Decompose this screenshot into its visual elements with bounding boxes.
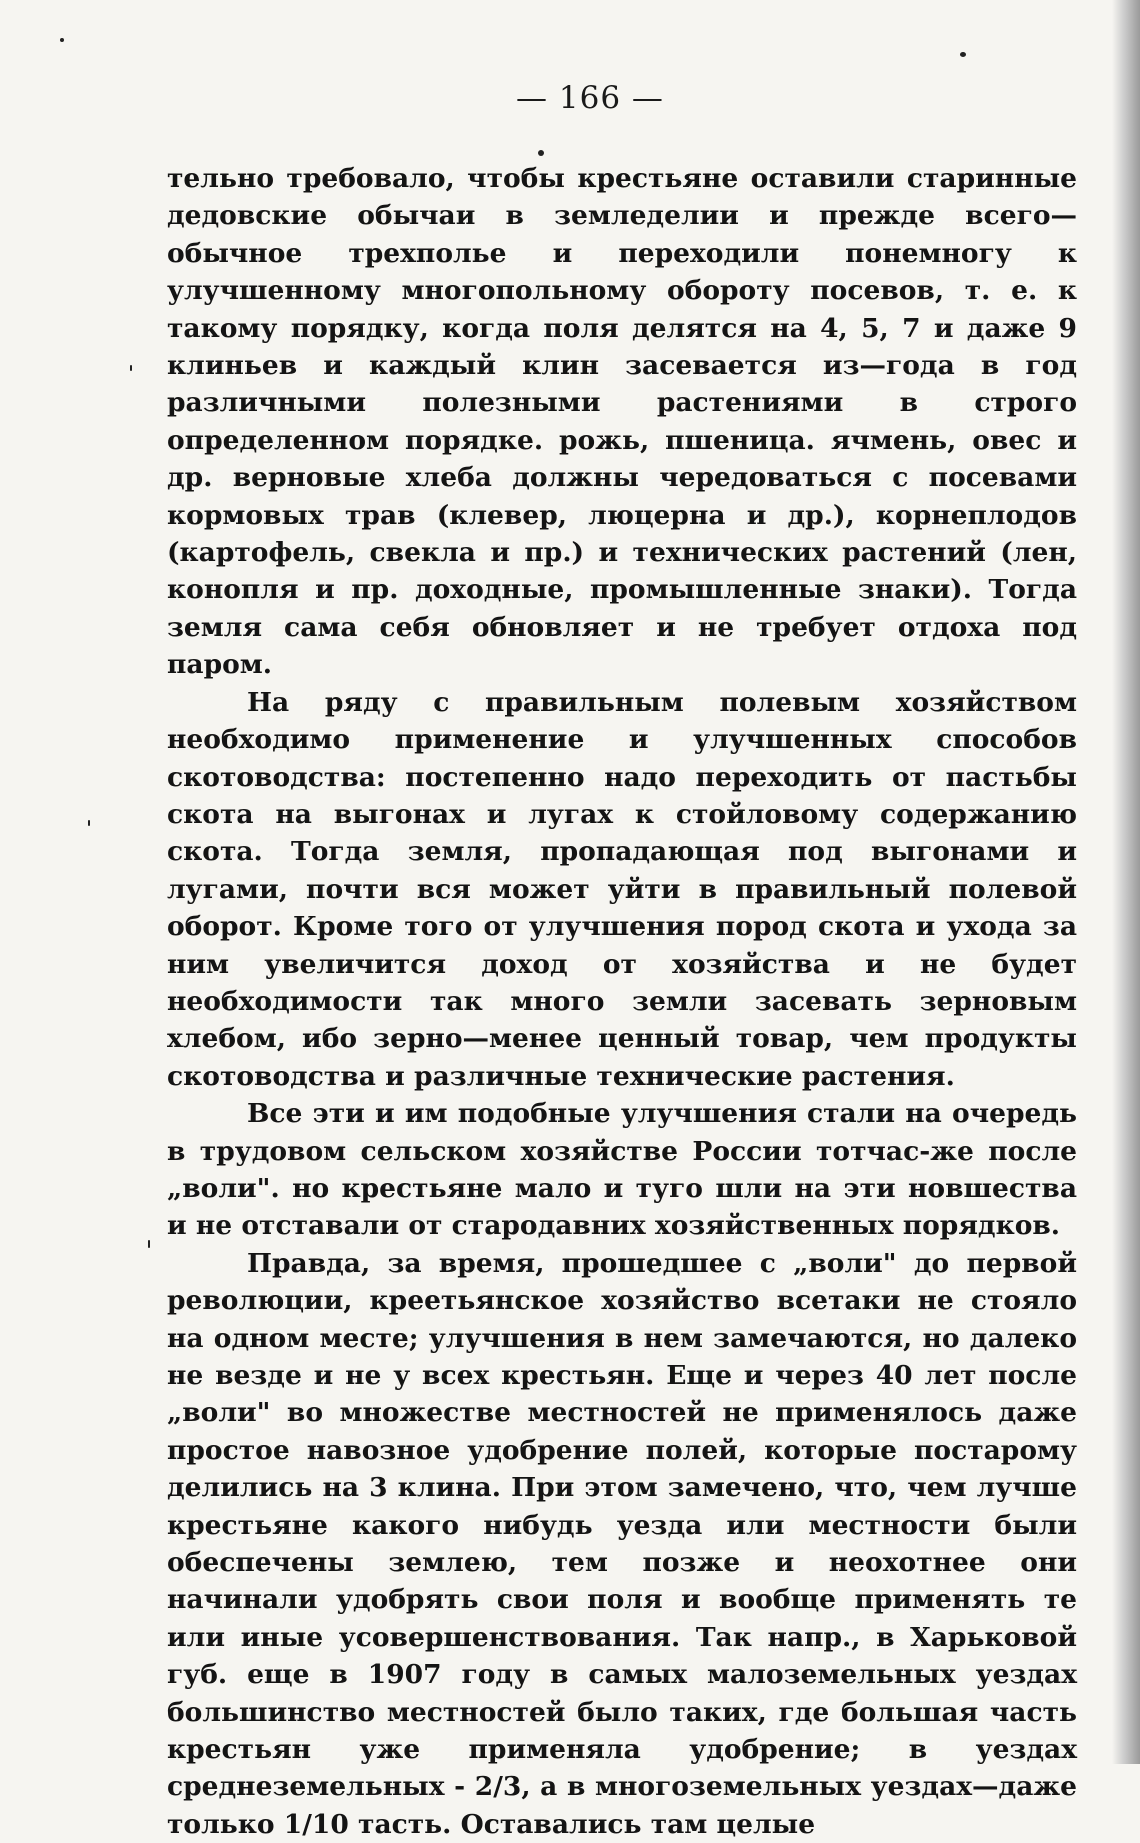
print-speck [538,150,544,156]
print-speck [130,365,132,371]
print-speck [60,38,64,42]
page-number: — 166 — [516,80,664,116]
print-speck [960,52,966,57]
print-speck [88,820,90,826]
paragraph-3: Все эти и им подобные улучшения стали на очередь в трудовом сельском хозяйстве России тотчас-же после „воли". но крестьяне мало и туго шли на эти новшества и не отставали от стародавних хозяйственных порядков. [167,1098,1077,1242]
paragraph-2: На ряду с правильным полевым хозяйством необходимо применение и улучшенных способов скотоводства: постепенно надо переходить от пастьбы скота на выгонах и лугах к стойловому содержанию скота. Тогда земля, пропадающая под выгонами и лугами, почти вся может уйти в правильный полевой оборот. Кроме того от улучшения пород скота и ухода за ним увеличится доход от хозяйства и не будет необходимости так много земли засевать зерновым хлебом, ибо зерно—менее ценный товар, чем продукты скотоводства и различные технические растения. [167,686,1077,1092]
paragraph-1: тельно требовало, чтобы крестьяне оставили старинные дедовские обычаи в земледелии и прежде всего—обычное трехполье и переходили понемногу к улучшенному многопольному обороту посевов, т. е. к такому порядку, когда поля делятся на 4, 5, 7 и даже 9 клиньев и каждый клин засевается из—года в год различными полезными растениями в строго определенном порядке. рожь, пшеница. ячмень, овес и др. верновые хлеба должны чередоваться с посевами кормовых трав (клевер, люцерна и др.), корнеплодов (картофель, свекла и пр.) и технических растений (лен, конопля и пр. доходные, промышленные знаки). Тогда земля сама себя обновляет и не требует отдоха под паром. [167,163,1077,681]
body-text [167,160,1077,1843]
page-edge-shadow [1112,0,1140,1764]
print-speck [148,1240,150,1248]
paragraph-4: Правда, за время, прошедшее с „воли" до первой революции, креетьянское хозяйство всетаки не стояло на одном месте; улучшения в нем замечаются, но далеко не везде и не у всех крестьян. Еще и через 40 лет после „воли" во множестве местностей не применялось даже простое навозное удобрение полей, которые постарому делились на 3 клина. При этом замечено, что, чем лучше крестьяне какого нибудь уезда или местности были обеспечены землею, тем позже и неохотнее они начинали удобрять свои поля и вообще применять те или иные усовершенствования. Так напр., в Харьковой губ. еще в 1907 году в самых малоземельных уездах большинство местностей было таких, где большая часть крестьян уже применяла удобрение; в уездах среднеземельных - 2/3, а в многоземельных уездах—даже только 1/10 тасть. Оставались там целые [167,1247,1077,1840]
